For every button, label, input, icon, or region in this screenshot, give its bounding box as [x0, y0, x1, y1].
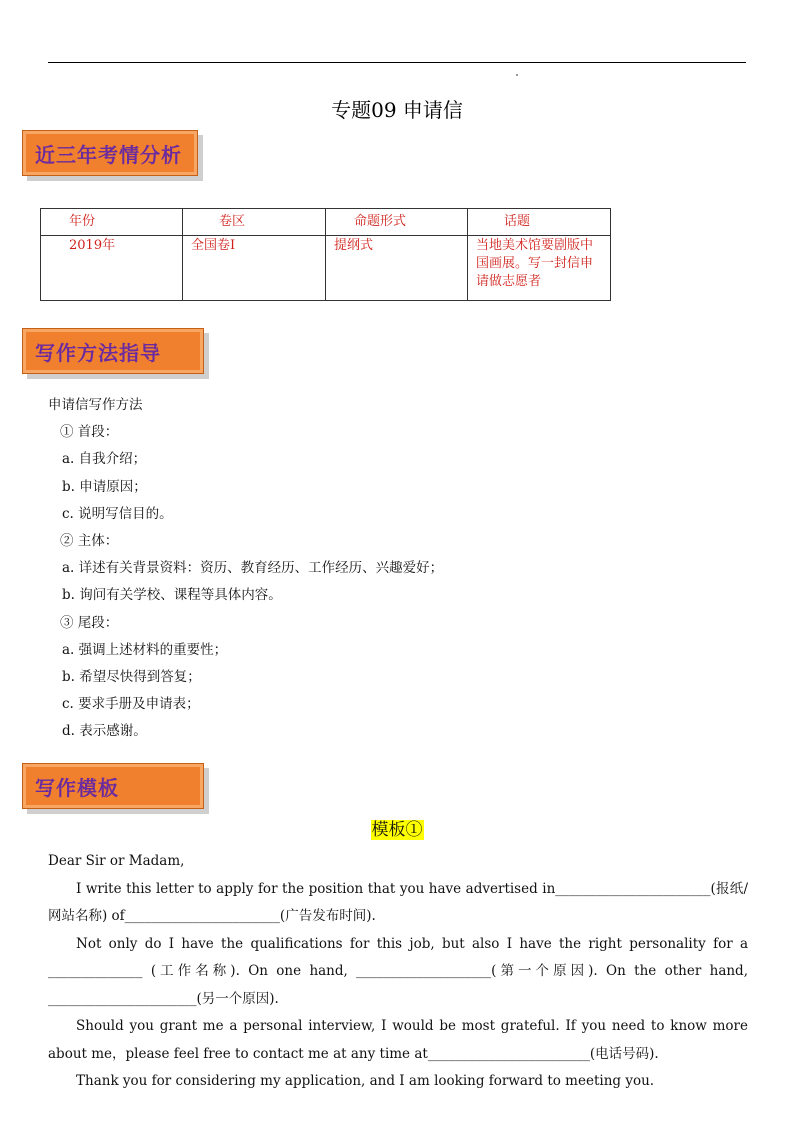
method-heading: 申请信写作方法: [48, 397, 143, 413]
exam-analysis-table: [40, 208, 611, 301]
section-title-method: 写作方法指导: [35, 340, 161, 365]
list-item: a. 强调上述材料的重要性；: [62, 641, 228, 658]
table-cell-format: 提纲式: [326, 236, 468, 301]
table-header-paper: 卷区: [183, 209, 326, 236]
list-item: b. 申请原因；: [62, 478, 147, 495]
table-header-row: [41, 209, 611, 236]
letter-template: [48, 848, 748, 1096]
letter-paragraph: Not only do I have the qualifications for this job, but also I have the right personality for a ______________ (工作名称). On one hand, ____________________(第一个原因). On the other hand, ______________________(另一个原因).: [48, 935, 748, 1007]
list-item: c. 要求手册及申请表；: [62, 696, 200, 713]
header-dot: [516, 74, 518, 76]
list-item: a. 详述有关背景资料：资历、教育经历、工作经历、兴趣爱好；: [62, 560, 444, 577]
template-title: [0, 815, 794, 840]
section-banner-template: [22, 763, 204, 809]
table-cell-year: 2019年: [41, 236, 183, 301]
table-header-topic: 话题: [468, 209, 611, 236]
list-item: b. 希望尽快得到答复；: [62, 668, 201, 685]
letter-greeting: Dear Sir or Madam,: [48, 853, 185, 869]
table-header-year: 年份: [41, 209, 183, 236]
table-header-format: 命题形式: [326, 209, 468, 236]
list-item: d. 表示感谢。: [62, 723, 147, 740]
method-part-closing: ③ 尾段：: [60, 614, 119, 631]
template-title-highlight: 模板①: [371, 820, 423, 840]
letter-paragraph: I write this letter to apply for the position that you have advertised in_______________________(报纸/网站名称) of_______________________(广告发布时间).: [48, 880, 748, 924]
letter-paragraph: Should you grant me a personal interview, I would be most grateful. If you need to know more about me，please feel free to contact me at any time at________________________(电话号码).: [48, 1018, 748, 1062]
table-cell-paper: 全国卷I: [183, 236, 326, 301]
list-item: b. 询问有关学校、课程等具体内容。: [62, 587, 282, 604]
method-guide: [48, 396, 443, 749]
document-title: 专题09 申请信: [331, 98, 463, 122]
header-rule: [48, 62, 746, 63]
list-item: a. 自我介绍；: [62, 451, 147, 468]
section-title-template: 写作模板: [35, 775, 119, 800]
method-part-body: ② 主体：: [60, 532, 119, 549]
section-title-analysis: 近三年考情分析: [35, 142, 182, 167]
table-row: [41, 236, 611, 301]
method-part-opening: ① 首段：: [60, 424, 119, 441]
table-cell-topic: 当地美术馆要剧版中国画展。写一封信申请做志愿者: [468, 236, 611, 301]
letter-paragraph: Thank you for considering my application, and I am looking forward to meeting you.: [76, 1073, 655, 1089]
section-banner-analysis: [22, 130, 198, 176]
list-item: c. 说明写信目的。: [62, 505, 173, 522]
section-banner-method: [22, 328, 204, 374]
